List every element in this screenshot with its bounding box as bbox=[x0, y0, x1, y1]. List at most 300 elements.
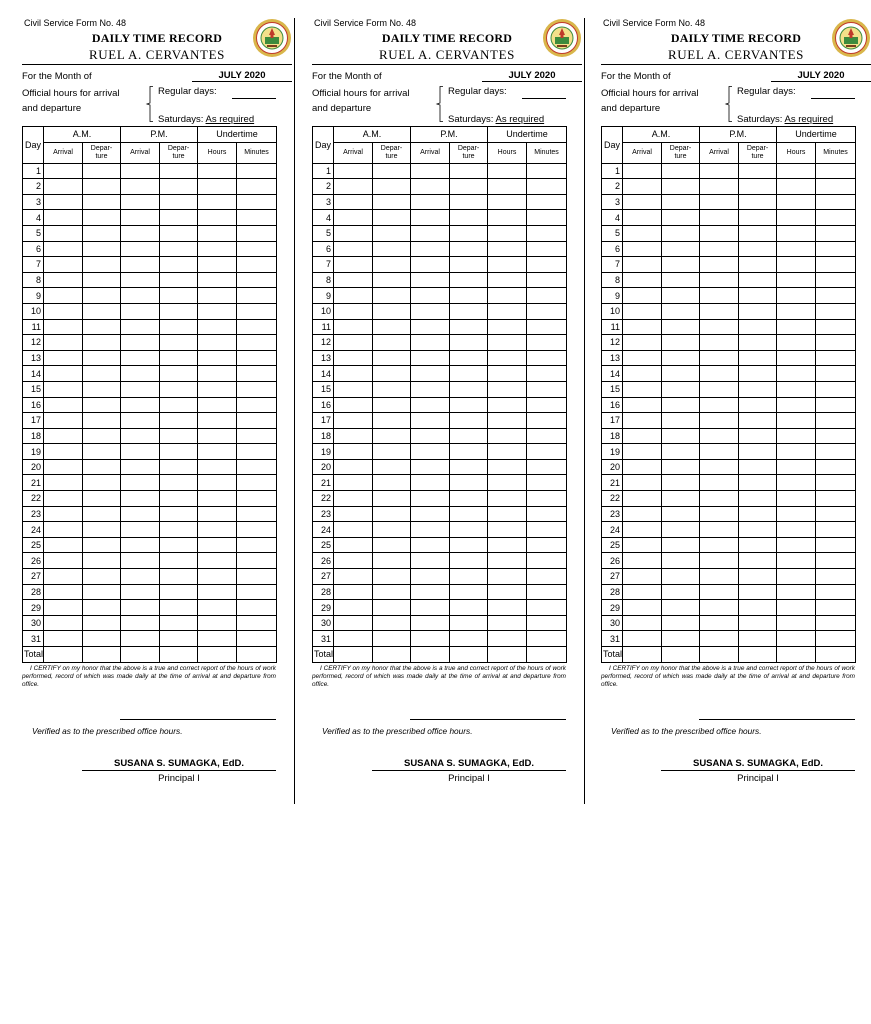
time-cell bbox=[160, 210, 198, 226]
time-cell bbox=[488, 615, 527, 631]
day-number: 23 bbox=[23, 506, 44, 522]
time-cell bbox=[816, 241, 856, 257]
dtr-form bbox=[312, 18, 582, 784]
month-label: For the Month of bbox=[22, 71, 92, 82]
time-cell bbox=[623, 210, 662, 226]
day-number: 12 bbox=[602, 335, 623, 351]
am-departure-header: Depar- ture bbox=[373, 142, 411, 163]
time-cell bbox=[816, 428, 856, 444]
time-cell bbox=[662, 319, 700, 335]
day-number: 28 bbox=[23, 584, 44, 600]
time-cell bbox=[450, 319, 488, 335]
time-cell bbox=[83, 413, 121, 429]
day-number: 30 bbox=[602, 615, 623, 631]
time-cell bbox=[237, 459, 277, 475]
time-cell bbox=[777, 428, 816, 444]
time-cell bbox=[700, 335, 739, 351]
time-cell bbox=[450, 600, 488, 616]
time-cell bbox=[623, 241, 662, 257]
time-cell bbox=[44, 444, 83, 460]
time-cell bbox=[44, 272, 83, 288]
day-number: 1 bbox=[23, 163, 44, 179]
time-cell bbox=[623, 319, 662, 335]
time-cell bbox=[816, 272, 856, 288]
day-number: 20 bbox=[313, 459, 334, 475]
time-cell bbox=[373, 413, 411, 429]
time-cell bbox=[527, 335, 567, 351]
time-cell bbox=[198, 350, 237, 366]
time-cell bbox=[83, 506, 121, 522]
table-row bbox=[602, 163, 856, 179]
time-cell bbox=[488, 444, 527, 460]
time-cell bbox=[237, 569, 277, 585]
time-cell bbox=[121, 381, 160, 397]
time-cell bbox=[198, 584, 237, 600]
time-cell bbox=[237, 288, 277, 304]
table-row bbox=[602, 584, 856, 600]
day-number: 4 bbox=[602, 210, 623, 226]
time-cell bbox=[334, 522, 373, 538]
time-cell bbox=[198, 225, 237, 241]
time-cell bbox=[121, 475, 160, 491]
saturdays-value: As required bbox=[784, 114, 834, 125]
time-cell bbox=[739, 210, 777, 226]
day-number: 23 bbox=[602, 506, 623, 522]
time-cell bbox=[334, 163, 373, 179]
time-cell bbox=[411, 537, 450, 553]
time-cell bbox=[160, 553, 198, 569]
table-row bbox=[23, 491, 277, 507]
time-cell bbox=[777, 179, 816, 195]
time-cell bbox=[662, 631, 700, 647]
time-record-table bbox=[312, 126, 567, 663]
time-cell bbox=[739, 631, 777, 647]
time-cell bbox=[700, 615, 739, 631]
time-cell bbox=[411, 444, 450, 460]
day-header: Day bbox=[602, 127, 623, 164]
time-cell bbox=[411, 288, 450, 304]
month-label: For the Month of bbox=[312, 71, 382, 82]
time-cell bbox=[198, 522, 237, 538]
time-cell bbox=[334, 413, 373, 429]
time-cell bbox=[198, 272, 237, 288]
total-cell bbox=[237, 647, 277, 663]
time-cell bbox=[450, 210, 488, 226]
time-cell bbox=[662, 428, 700, 444]
time-cell bbox=[527, 397, 567, 413]
time-cell bbox=[623, 569, 662, 585]
time-cell bbox=[198, 428, 237, 444]
month-value: JULY 2020 bbox=[482, 70, 582, 82]
time-cell bbox=[777, 397, 816, 413]
time-cell bbox=[334, 303, 373, 319]
time-cell bbox=[121, 335, 160, 351]
day-number: 19 bbox=[602, 444, 623, 460]
time-cell bbox=[121, 397, 160, 413]
official-hours-label: Official hours for arrival and departure bbox=[22, 88, 120, 114]
pm-departure-header: Depar- ture bbox=[450, 142, 488, 163]
time-cell bbox=[160, 569, 198, 585]
table-row bbox=[602, 537, 856, 553]
time-cell bbox=[662, 491, 700, 507]
day-number: 16 bbox=[313, 397, 334, 413]
time-cell bbox=[700, 225, 739, 241]
time-cell bbox=[816, 413, 856, 429]
day-number: 31 bbox=[313, 631, 334, 647]
time-cell bbox=[198, 537, 237, 553]
time-cell bbox=[777, 506, 816, 522]
time-cell bbox=[160, 615, 198, 631]
time-cell bbox=[198, 241, 237, 257]
time-cell bbox=[44, 522, 83, 538]
time-cell bbox=[44, 350, 83, 366]
time-cell bbox=[121, 163, 160, 179]
time-cell bbox=[121, 600, 160, 616]
time-cell bbox=[777, 553, 816, 569]
time-cell bbox=[121, 257, 160, 273]
time-cell bbox=[411, 257, 450, 273]
day-number: 11 bbox=[602, 319, 623, 335]
table-row bbox=[23, 272, 277, 288]
time-cell bbox=[623, 475, 662, 491]
time-cell bbox=[700, 491, 739, 507]
time-cell bbox=[334, 350, 373, 366]
time-cell bbox=[623, 303, 662, 319]
time-cell bbox=[816, 350, 856, 366]
time-cell bbox=[44, 210, 83, 226]
day-number: 31 bbox=[602, 631, 623, 647]
pm-arrival-header: Arrival bbox=[700, 142, 739, 163]
saturdays-row: Saturdays: As required bbox=[158, 114, 255, 125]
time-cell bbox=[373, 444, 411, 460]
time-cell bbox=[739, 381, 777, 397]
time-cell bbox=[739, 163, 777, 179]
time-cell bbox=[450, 615, 488, 631]
form-number: Civil Service Form No. 48 bbox=[603, 18, 706, 28]
day-number: 29 bbox=[23, 600, 44, 616]
form-title: DAILY TIME RECORD bbox=[381, 31, 513, 45]
employee-signature-line bbox=[699, 719, 855, 720]
time-cell bbox=[83, 366, 121, 382]
time-cell bbox=[700, 366, 739, 382]
time-cell bbox=[816, 537, 856, 553]
time-cell bbox=[373, 257, 411, 273]
time-cell bbox=[488, 210, 527, 226]
day-number: 26 bbox=[313, 553, 334, 569]
time-cell bbox=[373, 506, 411, 522]
time-cell bbox=[237, 335, 277, 351]
time-cell bbox=[373, 225, 411, 241]
time-cell bbox=[488, 225, 527, 241]
time-cell bbox=[527, 257, 567, 273]
time-cell bbox=[334, 381, 373, 397]
table-row bbox=[313, 366, 567, 382]
day-number: 7 bbox=[602, 257, 623, 273]
time-cell bbox=[700, 381, 739, 397]
am-header: A.M. bbox=[44, 127, 121, 143]
time-cell bbox=[44, 257, 83, 273]
time-cell bbox=[198, 210, 237, 226]
time-cell bbox=[777, 522, 816, 538]
time-cell bbox=[450, 584, 488, 600]
time-cell bbox=[527, 350, 567, 366]
time-cell bbox=[334, 444, 373, 460]
time-cell bbox=[44, 506, 83, 522]
table-row bbox=[313, 522, 567, 538]
time-cell bbox=[44, 194, 83, 210]
regular-days-label: Regular days: bbox=[448, 86, 507, 97]
table-row bbox=[23, 459, 277, 475]
brace-icon bbox=[725, 86, 733, 122]
time-cell bbox=[662, 444, 700, 460]
time-cell bbox=[373, 319, 411, 335]
day-number: 2 bbox=[313, 179, 334, 195]
table-row bbox=[23, 225, 277, 241]
table-row bbox=[313, 272, 567, 288]
time-cell bbox=[488, 475, 527, 491]
time-cell bbox=[411, 569, 450, 585]
table-row bbox=[23, 413, 277, 429]
time-cell bbox=[411, 475, 450, 491]
time-cell bbox=[488, 413, 527, 429]
time-cell bbox=[662, 397, 700, 413]
table-row bbox=[313, 319, 567, 335]
time-cell bbox=[527, 225, 567, 241]
table-row bbox=[23, 600, 277, 616]
time-cell bbox=[739, 366, 777, 382]
time-cell bbox=[450, 569, 488, 585]
time-cell bbox=[816, 615, 856, 631]
time-cell bbox=[739, 491, 777, 507]
time-cell bbox=[121, 506, 160, 522]
time-cell bbox=[739, 288, 777, 304]
total-cell bbox=[121, 647, 160, 663]
day-number: 28 bbox=[313, 584, 334, 600]
principal-title: Principal I bbox=[158, 773, 200, 785]
total-cell bbox=[816, 647, 856, 663]
table-row bbox=[313, 553, 567, 569]
time-cell bbox=[160, 444, 198, 460]
time-cell bbox=[662, 257, 700, 273]
table-row bbox=[602, 272, 856, 288]
table-row bbox=[602, 444, 856, 460]
dtr-form bbox=[22, 18, 292, 784]
time-cell bbox=[488, 600, 527, 616]
time-cell bbox=[527, 381, 567, 397]
time-cell bbox=[777, 257, 816, 273]
time-cell bbox=[160, 459, 198, 475]
time-cell bbox=[198, 444, 237, 460]
time-cell bbox=[334, 428, 373, 444]
time-cell bbox=[700, 272, 739, 288]
time-cell bbox=[237, 428, 277, 444]
time-cell bbox=[160, 194, 198, 210]
day-number: 14 bbox=[602, 366, 623, 382]
time-cell bbox=[488, 537, 527, 553]
time-cell bbox=[662, 366, 700, 382]
time-cell bbox=[121, 413, 160, 429]
time-cell bbox=[739, 584, 777, 600]
time-cell bbox=[198, 459, 237, 475]
time-cell bbox=[623, 459, 662, 475]
employee-name: RUEL A. CERVANTES bbox=[22, 47, 292, 65]
time-cell bbox=[488, 506, 527, 522]
time-cell bbox=[623, 506, 662, 522]
time-cell bbox=[237, 413, 277, 429]
time-cell bbox=[44, 600, 83, 616]
time-cell bbox=[44, 335, 83, 351]
time-cell bbox=[488, 288, 527, 304]
time-cell bbox=[373, 241, 411, 257]
time-cell bbox=[527, 506, 567, 522]
time-cell bbox=[450, 413, 488, 429]
day-number: 15 bbox=[23, 381, 44, 397]
time-cell bbox=[121, 569, 160, 585]
time-cell bbox=[373, 584, 411, 600]
time-cell bbox=[777, 537, 816, 553]
time-cell bbox=[373, 303, 411, 319]
day-number: 22 bbox=[313, 491, 334, 507]
table-row bbox=[602, 179, 856, 195]
dtr-form bbox=[601, 18, 871, 784]
time-cell bbox=[662, 459, 700, 475]
time-cell bbox=[237, 600, 277, 616]
principal-name: SUSANA S. SUMAGKA, EdD. bbox=[372, 758, 566, 771]
time-cell bbox=[198, 553, 237, 569]
table-row bbox=[313, 428, 567, 444]
time-cell bbox=[450, 272, 488, 288]
day-number: 30 bbox=[23, 615, 44, 631]
time-cell bbox=[488, 428, 527, 444]
time-cell bbox=[237, 194, 277, 210]
time-cell bbox=[198, 569, 237, 585]
time-cell bbox=[816, 444, 856, 460]
time-cell bbox=[739, 179, 777, 195]
table-row bbox=[602, 413, 856, 429]
time-cell bbox=[662, 179, 700, 195]
time-cell bbox=[121, 537, 160, 553]
time-cell bbox=[739, 397, 777, 413]
month-label: For the Month of bbox=[601, 71, 671, 82]
time-cell bbox=[83, 584, 121, 600]
time-cell bbox=[488, 194, 527, 210]
time-cell bbox=[739, 413, 777, 429]
time-cell bbox=[44, 319, 83, 335]
time-cell bbox=[44, 288, 83, 304]
time-cell bbox=[623, 428, 662, 444]
time-cell bbox=[83, 257, 121, 273]
table-row bbox=[602, 366, 856, 382]
time-cell bbox=[160, 584, 198, 600]
day-number: 25 bbox=[602, 537, 623, 553]
brace-icon bbox=[436, 86, 444, 122]
day-header: Day bbox=[313, 127, 334, 164]
time-cell bbox=[334, 257, 373, 273]
table-row bbox=[313, 615, 567, 631]
table-row bbox=[602, 397, 856, 413]
time-cell bbox=[198, 179, 237, 195]
time-cell bbox=[777, 319, 816, 335]
table-row bbox=[23, 366, 277, 382]
day-number: 31 bbox=[23, 631, 44, 647]
time-cell bbox=[160, 366, 198, 382]
day-number: 18 bbox=[602, 428, 623, 444]
time-cell bbox=[450, 428, 488, 444]
time-cell bbox=[623, 631, 662, 647]
time-cell bbox=[160, 335, 198, 351]
time-cell bbox=[527, 272, 567, 288]
time-cell bbox=[450, 179, 488, 195]
day-number: 15 bbox=[313, 381, 334, 397]
time-cell bbox=[83, 241, 121, 257]
table-row bbox=[313, 210, 567, 226]
time-cell bbox=[198, 506, 237, 522]
official-hours bbox=[601, 82, 871, 126]
time-cell bbox=[237, 506, 277, 522]
day-number: 7 bbox=[23, 257, 44, 273]
time-cell bbox=[83, 319, 121, 335]
time-cell bbox=[488, 397, 527, 413]
time-cell bbox=[700, 569, 739, 585]
day-number: 10 bbox=[602, 303, 623, 319]
time-cell bbox=[411, 491, 450, 507]
time-cell bbox=[623, 522, 662, 538]
table-row bbox=[602, 303, 856, 319]
time-cell bbox=[121, 350, 160, 366]
table-row bbox=[23, 397, 277, 413]
time-cell bbox=[237, 615, 277, 631]
time-cell bbox=[488, 584, 527, 600]
time-cell bbox=[450, 194, 488, 210]
regular-days-label: Regular days: bbox=[158, 86, 217, 97]
employee-name: RUEL A. CERVANTES bbox=[312, 47, 582, 65]
time-cell bbox=[816, 303, 856, 319]
pm-header: P.M. bbox=[700, 127, 777, 143]
time-cell bbox=[334, 584, 373, 600]
table-row bbox=[602, 210, 856, 226]
time-cell bbox=[83, 475, 121, 491]
day-number: 13 bbox=[602, 350, 623, 366]
am-arrival-header: Arrival bbox=[44, 142, 83, 163]
day-number: 18 bbox=[23, 428, 44, 444]
time-record-table bbox=[601, 126, 856, 663]
time-cell bbox=[816, 288, 856, 304]
time-cell bbox=[527, 615, 567, 631]
table-row bbox=[313, 413, 567, 429]
principal-title: Principal I bbox=[737, 773, 779, 785]
time-cell bbox=[160, 257, 198, 273]
time-cell bbox=[662, 335, 700, 351]
table-row bbox=[313, 225, 567, 241]
time-cell bbox=[411, 413, 450, 429]
time-cell bbox=[160, 319, 198, 335]
time-cell bbox=[44, 179, 83, 195]
time-cell bbox=[662, 350, 700, 366]
total-row bbox=[602, 647, 856, 663]
time-cell bbox=[527, 413, 567, 429]
official-hours bbox=[312, 82, 582, 126]
time-cell bbox=[816, 194, 856, 210]
table-row bbox=[313, 381, 567, 397]
total-cell bbox=[373, 647, 411, 663]
undertime-minutes-header: Minutes bbox=[527, 142, 567, 163]
time-cell bbox=[411, 397, 450, 413]
time-cell bbox=[411, 584, 450, 600]
saturdays-value: As required bbox=[495, 114, 545, 125]
time-cell bbox=[44, 569, 83, 585]
time-cell bbox=[334, 537, 373, 553]
time-cell bbox=[237, 163, 277, 179]
